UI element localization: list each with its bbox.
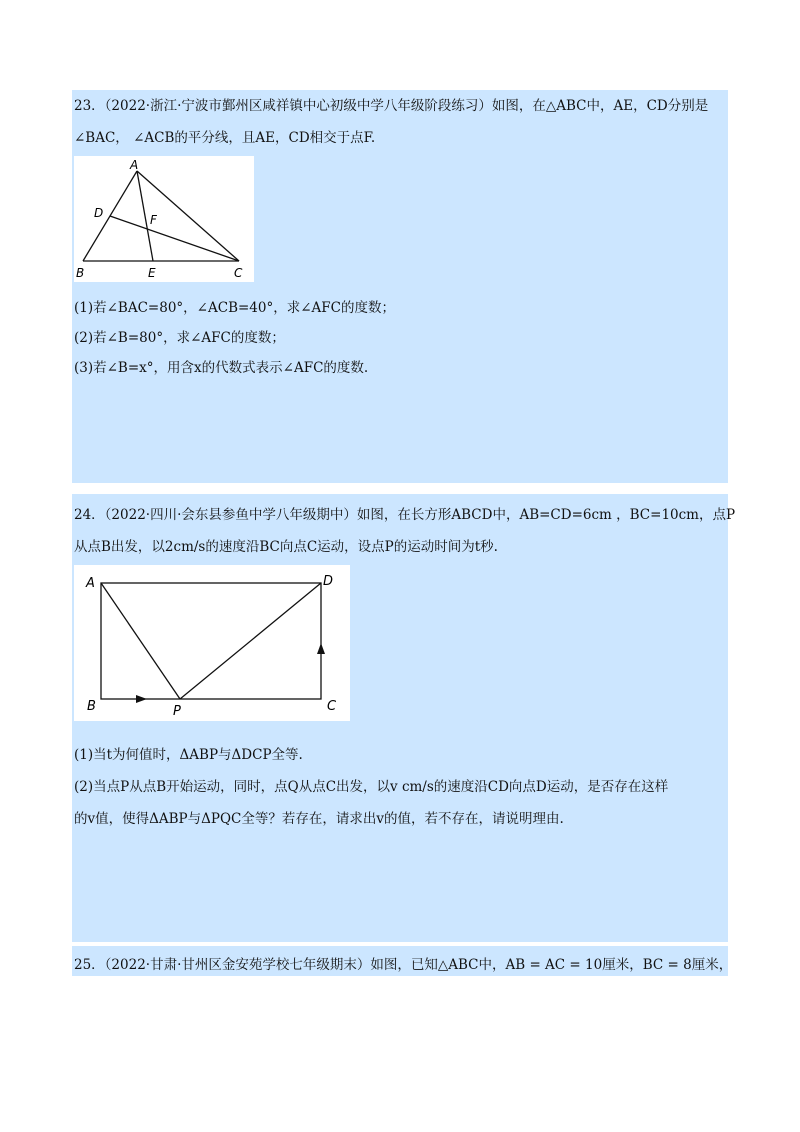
problem-23-question-3: (3)若∠B=x°，用含x的代数式表示∠AFC的度数.: [74, 360, 369, 376]
problem-23-panel: [72, 90, 728, 483]
arrow-right-icon: [136, 695, 147, 703]
problem-23-question-2: (2)若∠B=80°，求∠AFC的度数；: [74, 330, 285, 346]
problem-24-question-1: (1)当t为何值时，ΔABP与ΔDCP全等.: [74, 747, 303, 763]
label-A: A: [86, 576, 95, 591]
problem-25-line-1: 25．（2022·甘肃·甘州区金安苑学校七年级期末）如图，已知△ABC中，AB = AC = 10厘米，BC = 8厘米，: [74, 957, 733, 973]
label-B: B: [76, 266, 85, 280]
label-C: C: [234, 266, 243, 280]
arrow-up-icon: [317, 643, 325, 654]
label-A: A: [130, 158, 139, 172]
label-C: C: [327, 699, 337, 714]
problem-24-line-1: 24．（2022·四川·会东县参鱼中学八年级期中）如图，在长方形ABCD中，AB=CD=6cm ，BC=10cm，点P: [74, 507, 736, 523]
problem-24-question-2-line-2: 的v值，使得ΔABP与ΔPQC全等？若存在，请求出v的值，若不存在，请说明理由.: [74, 811, 564, 827]
label-F: F: [150, 213, 157, 227]
label-P: P: [173, 704, 181, 719]
label-B: B: [87, 699, 96, 714]
problem-23-line-2: ∠BAC， ∠ACB的平分线，且AE，CD相交于点F.: [74, 130, 376, 146]
problem-23-question-1: (1)若∠BAC=80°，∠ACB=40°，求∠AFC的度数；: [74, 300, 395, 316]
problem-23-line-1: 23．（2022·浙江·宁波市鄞州区咸祥镇中心初级中学八年级阶段练习）如图，在△ABC中，AE，CD分别是: [74, 98, 709, 114]
label-D: D: [94, 206, 104, 220]
label-D: D: [323, 574, 334, 589]
problem-24-line-2: 从点B出发，以2cm/s的速度沿BC向点C运动，设点P的运动时间为t秒.: [74, 539, 498, 555]
triangle-figure: [74, 156, 254, 282]
rectangle-figure: [74, 565, 350, 721]
label-E: E: [148, 266, 156, 280]
problem-24-question-2-line-1: (2)当点P从点B开始运动，同时，点Q从点C出发，以v cm/s的速度沿CD向点D运动，是否存在这样: [74, 779, 669, 795]
